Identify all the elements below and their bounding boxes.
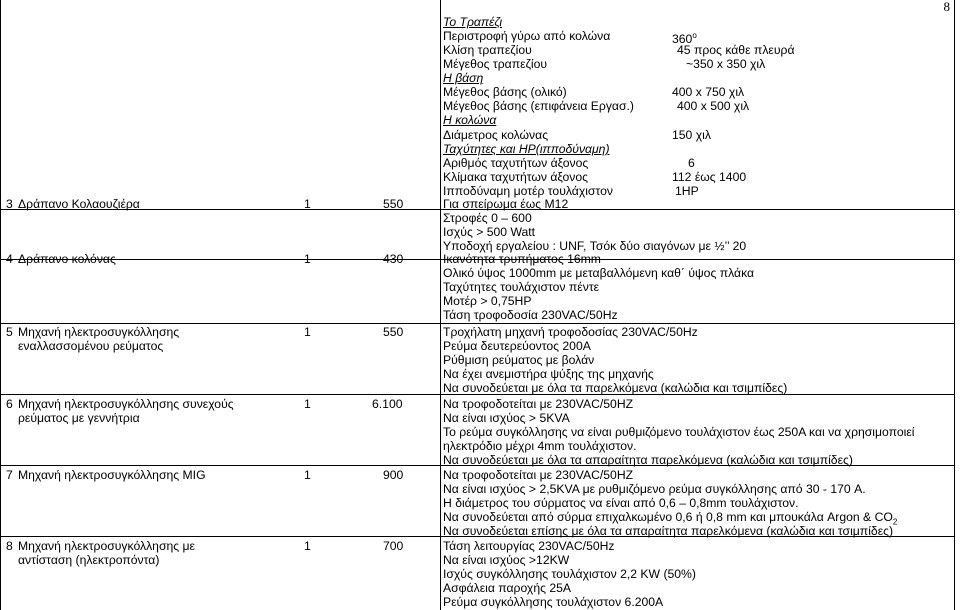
spec-line: Ισχύς συγκόλλησης τουλάχιστον 2,2 KW (50%) (443, 567, 696, 581)
item-name: αντίσταση (ηλεκτροπόντα) (18, 553, 160, 567)
spec-value: ~350 x 350 χιλ (686, 57, 766, 71)
spec-line: Να τροφοδοτείται με 230VAC/50HZ (443, 468, 634, 482)
item-quantity: 1 (304, 252, 311, 266)
row-number: 7 (6, 468, 13, 482)
row-number: 3 (6, 197, 13, 211)
spec-line: ηλεκτρόδιο μέχρι 4mm τουλάχιστον. (443, 439, 637, 453)
spec-line: Να έχει ανεμιστήρα ψύξης της μηχανής (443, 367, 654, 381)
item-name: Μηχανή ηλεκτροσυγκόλλησης (18, 325, 180, 339)
spec-value: 1HP (675, 184, 699, 198)
row-number: 8 (6, 539, 13, 553)
column-divider (440, 0, 441, 610)
item-price: 900 (383, 468, 404, 482)
item-price: 6.100 (372, 397, 403, 411)
item-quantity: 1 (304, 325, 311, 339)
row-number: 5 (6, 325, 13, 339)
item-quantity: 1 (304, 468, 311, 482)
item-price: 550 (383, 325, 404, 339)
spec-value: 6 (688, 156, 695, 170)
spec-value: 45 προς κάθε πλευρά (677, 43, 795, 57)
item-quantity: 1 (304, 197, 311, 211)
spec-line: Να συνοδεύεται επίσης με όλα τα απαραίτητα παρελκόμενα (καλώδια και τσιμπίδες) (443, 524, 894, 538)
spec-label: Αριθμός ταχυτήτων άξονος (443, 156, 589, 170)
spec-line: Να είναι ισχύος > 5KVA (443, 411, 570, 425)
section-heading-base: Η βάση (443, 71, 484, 85)
item-price: 700 (383, 539, 404, 553)
item-name: εναλλασσομένου ρεύματος (18, 339, 164, 353)
spec-line: Η διάμετρος του σύρματος να είναι από 0,6 – 0,8mm τουλάχιστον. (443, 496, 799, 510)
table-border-left (0, 0, 1, 610)
spec-label: Ιπποδύναμη μοτέρ τουλάχιστον (443, 184, 613, 198)
row-number: 4 (6, 252, 13, 266)
spec-value: 150 χιλ (672, 128, 711, 142)
spec-line: Να συνοδεύεται με όλα τα παρελκόμενα (καλώδια και τσιμπίδες) (443, 381, 788, 395)
spec-line: Ολικό ύψος 1000mm με μεταβαλλόμενη καθ΄ ύψος πλάκα (443, 266, 755, 280)
spec-line: Ασφάλεια παροχής 25A (443, 581, 572, 595)
spec-line: Να είναι ισχύος > 2,5KVA με ρυθμιζόμενο ρεύμα συγκόλλησης από 30 - 170 A. (443, 482, 866, 496)
spec-label: Διάμετρος κολώνας (443, 128, 549, 142)
spec-value: 400 x 750 χιλ (672, 85, 745, 99)
item-quantity: 1 (304, 539, 311, 553)
spec-value: 360$^o$ (672, 31, 697, 47)
spec-line: Να συνοδεύεται από σύρμα επιχαλκωμένο 0,6 ή 0,8 mm και μπουκάλα Argon & $CO_2$ (443, 510, 898, 527)
row-number: 6 (6, 397, 13, 411)
spec-line: Ρεύμα συγκόλλησης τουλάχιστον 6.200A (443, 595, 664, 609)
spec-line: Να είναι ισχύος >12KW (443, 553, 570, 567)
item-name: Δράπανο Κολαουζιέρα (18, 197, 140, 211)
spec-line: Τροχήλατη μηχανή τροφοδοσίας 230VAC/50Hz (443, 325, 698, 339)
spec-label: Μέγεθος βάσης (ολικό) (443, 85, 567, 99)
row-divider (0, 323, 955, 324)
spec-line: Τάση λειτουργίας 230VAC/50Hz (443, 539, 615, 553)
spec-value: 400 x 500 χιλ (677, 99, 750, 113)
spec-label: Μέγεθος τραπεζίου (443, 57, 548, 71)
item-name: Μηχανή ηλεκτροσυγκόλλησης συνεχούς (18, 397, 234, 411)
spec-label: Κλίση τραπεζίου (443, 43, 532, 57)
item-price: 550 (383, 197, 404, 211)
section-heading-column: Η κολώνα (443, 113, 497, 127)
section-heading-table: Το Τραπέζι (443, 15, 503, 29)
item-price: 430 (383, 252, 404, 266)
spec-line: Το ρεύμα συγκόλλησης να είναι ρυθμιζόμενο τουλάχιστον έως 250Α και να χρησιμοποιεί (443, 425, 915, 439)
spec-line: Να τροφοδοτείται με 230VAC/50HZ (443, 397, 634, 411)
spec-label: Μέγεθος βάσης (επιφάνεια Εργασ.) (443, 99, 634, 113)
spec-line: Ικανότητα τρυπήματος 16mm (443, 252, 601, 266)
item-name: Μηχανή ηλεκτροσυγκόλλησης με (18, 539, 195, 553)
spec-line: Τάση τροφοδοσία 230VAC/50Hz (443, 308, 618, 322)
spec-line: Υποδοχή εργαλείου : UNF, Τσόκ δύο σιαγόνων με ½’’ 20 (443, 239, 747, 253)
item-quantity: 1 (304, 397, 311, 411)
spec-line: Στροφές 0 – 600 (443, 211, 532, 225)
table-border-right (954, 0, 955, 610)
spec-line: Για σπείρωμα έως Μ12 (443, 197, 569, 211)
spec-line: Να συνοδεύεται με όλα τα απαραίτητα παρελκόμενα (καλώδια και τσιμπίδες) (443, 453, 853, 467)
spec-line: Ρύθμιση ρεύματος με βολάν (443, 353, 595, 367)
item-name: ρεύματος με γεννήτρια (18, 411, 140, 425)
spec-line: Ισχύς > 500 Watt (443, 225, 536, 239)
spec-label: Κλίμακα ταχυτήτων άξονος (443, 170, 589, 184)
page-number: 8 (943, 0, 950, 14)
spec-value: 112 έως 1400 (672, 170, 747, 184)
item-name: Μηχανή ηλεκτροσυγκόλλησης MIG (18, 468, 206, 482)
spec-label: Περιστροφή γύρω από κολώνα (443, 29, 611, 43)
spec-line: Ταχύτητες τουλάχιστον πέντε (443, 280, 600, 294)
section-heading-speeds: Ταχύτητες και HP(ιπποδύναμη) (443, 142, 610, 156)
item-name: Δράπανο κολόνας (18, 252, 116, 266)
spec-line: Μοτέρ > 0,75HP (443, 294, 532, 308)
spec-line: Ρεύμα δευτερεύοντος 200A (443, 339, 591, 353)
